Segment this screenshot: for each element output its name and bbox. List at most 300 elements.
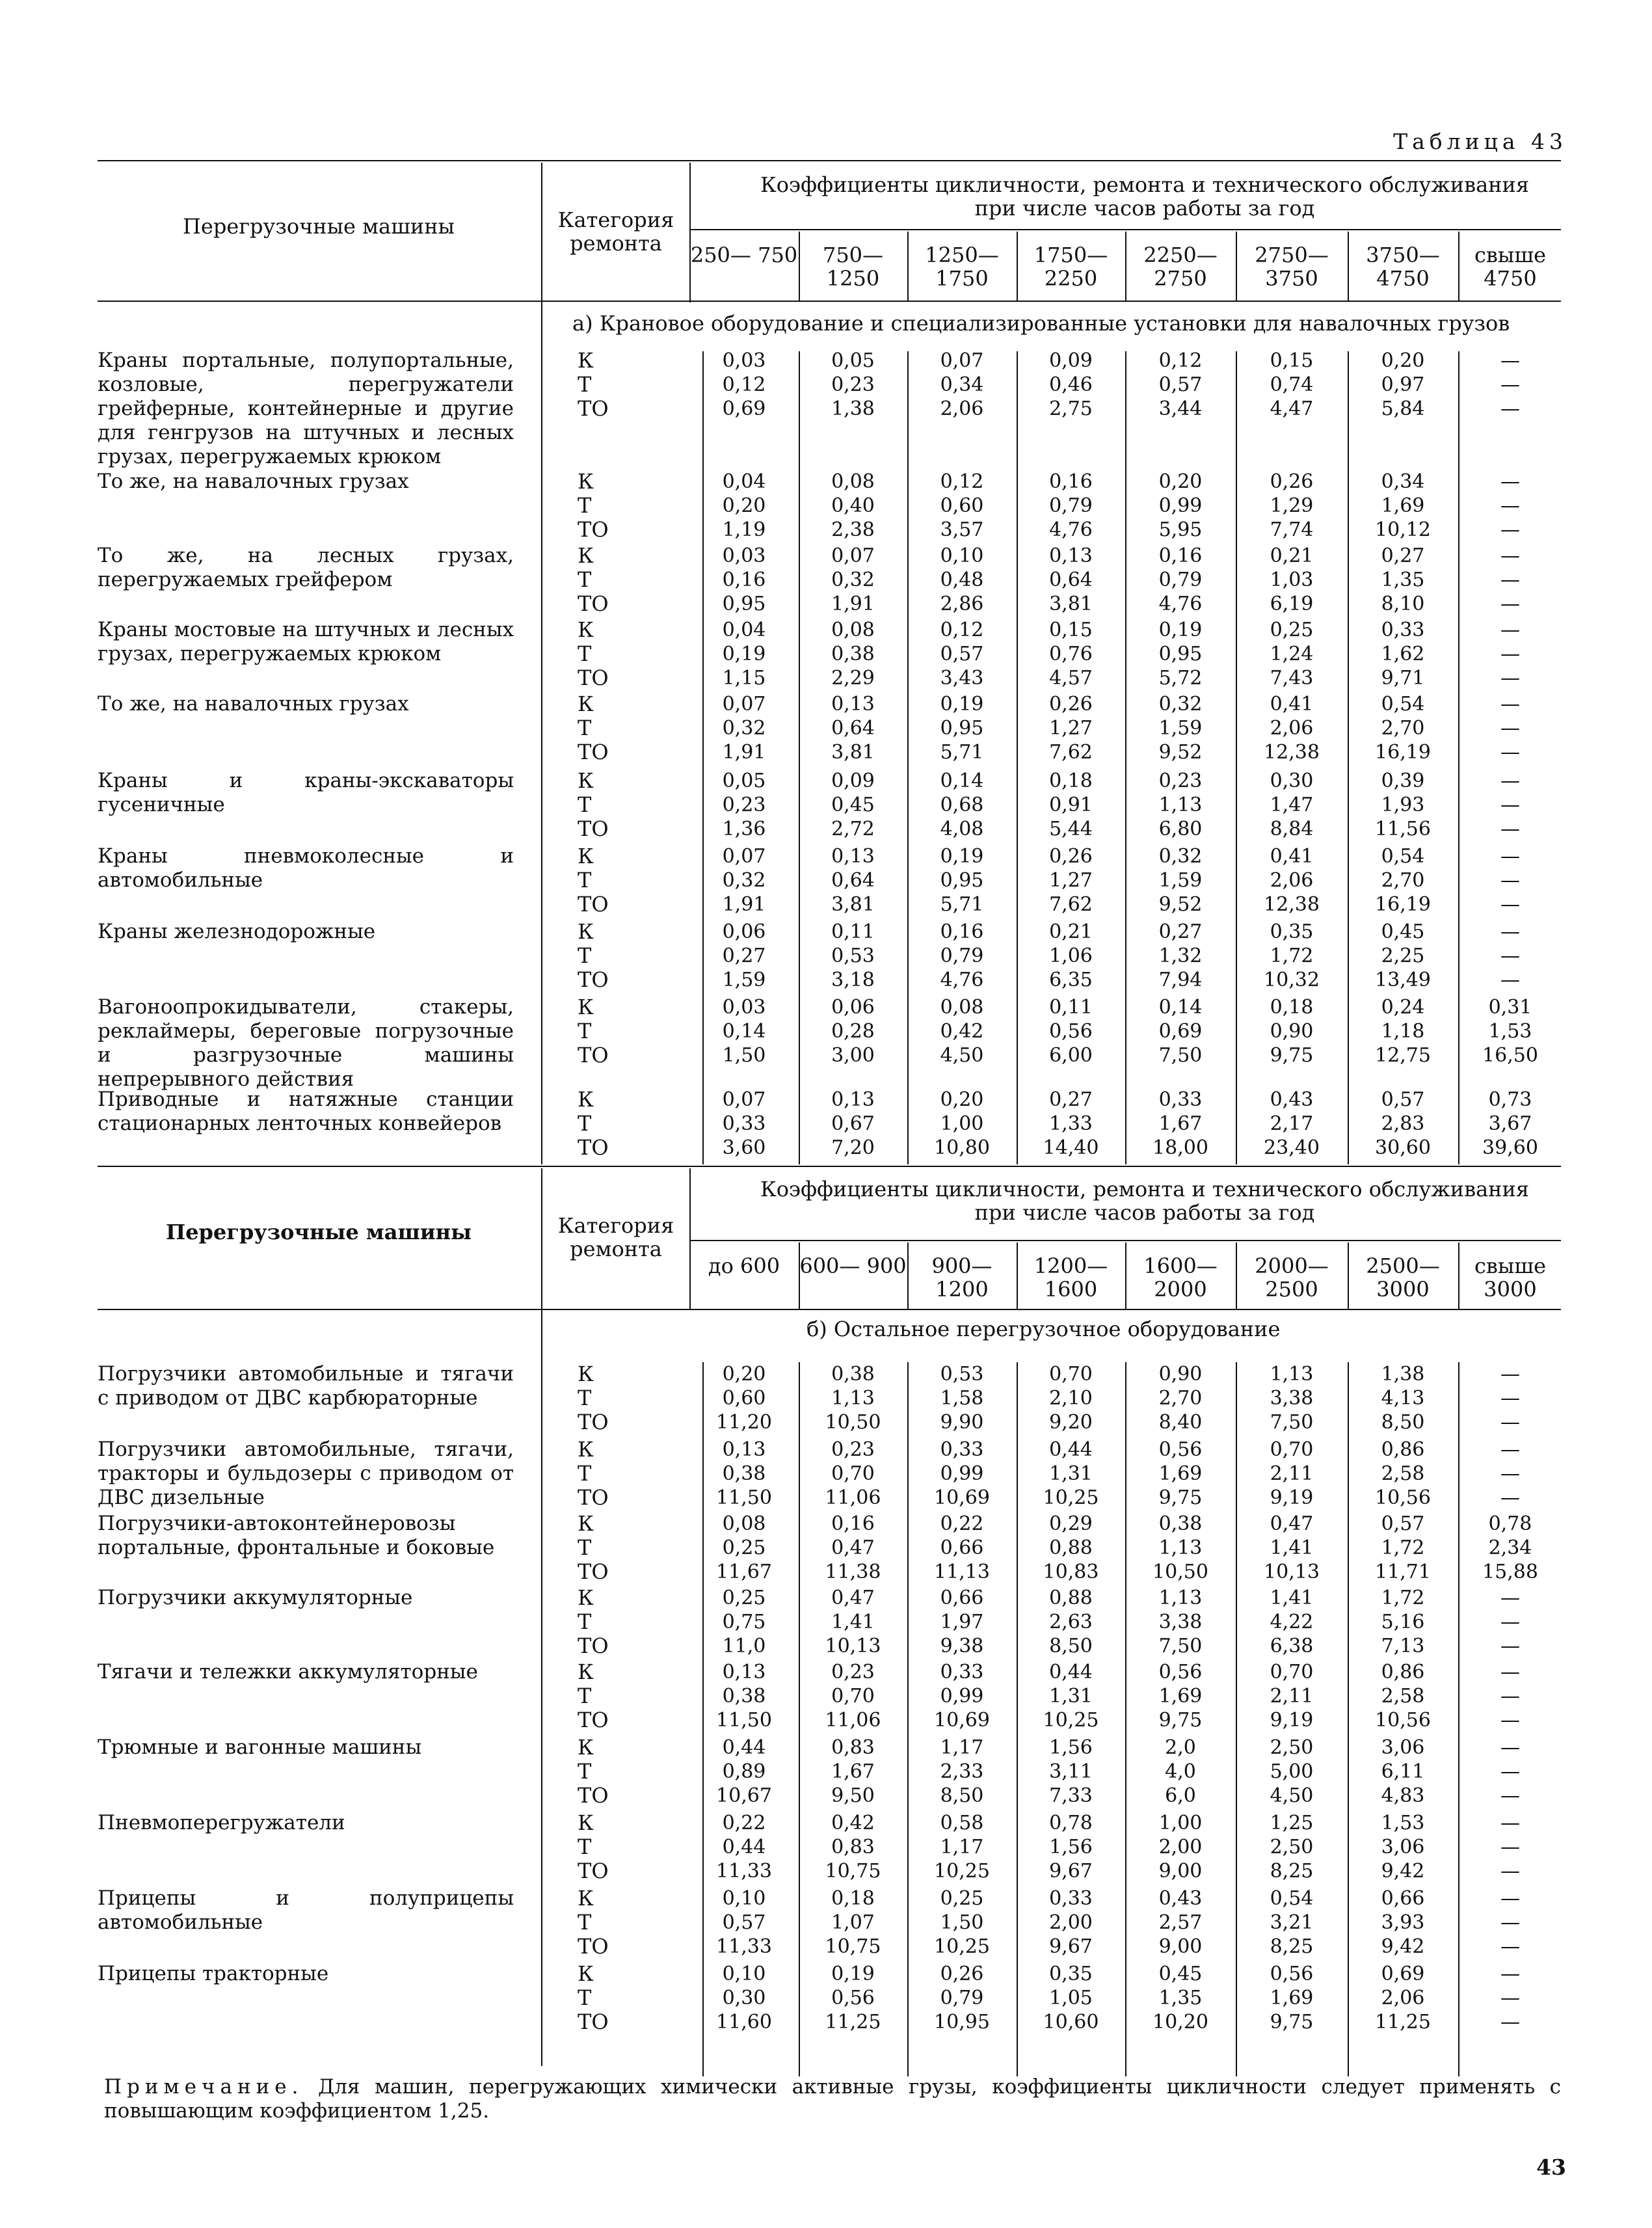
table-a-cell: 1,91: [831, 593, 875, 615]
table-a-cell: 1,50: [722, 1044, 766, 1067]
table-a-cell: 18,00: [1152, 1136, 1208, 1159]
table-b-row-5-category: Т: [578, 1684, 592, 1708]
table-b-cell: 9,42: [1381, 1860, 1425, 1883]
header-a-range-4: 1750— 2250: [1033, 243, 1108, 291]
header-b-range-2: 600— 900: [799, 1254, 907, 1278]
table-b-row-4-name: Погрузчики аккумуляторные: [98, 1586, 413, 1609]
table-a-header-bottom-rule: [98, 301, 1561, 302]
table-a-cell: 0,46: [1049, 373, 1093, 396]
table-a-cell: 1,47: [1270, 794, 1314, 816]
table-b-cell: 9,67: [1049, 1860, 1093, 1883]
table-a-cell: 0,23: [1158, 770, 1203, 792]
table-b-cell: 9,75: [1158, 1709, 1203, 1732]
table-b-cell: 3,93: [1381, 1911, 1425, 1934]
table-b-body-column-separator: [1236, 1362, 1237, 2076]
header-b-range-3: 900— 1200: [931, 1254, 993, 1302]
table-b-row-1-category: К: [578, 1362, 594, 1386]
table-b-cell: 0,57: [1381, 1512, 1425, 1535]
table-a-cell: 4,47: [1270, 397, 1314, 420]
table-b-cell: 3,38: [1158, 1611, 1203, 1633]
table-b-cell: 0,66: [940, 1537, 984, 1559]
table-b-cell: 10,25: [1043, 1486, 1099, 1509]
table-b-cell: 10,95: [934, 2011, 990, 2033]
table-a-cell: 2,06: [1270, 717, 1314, 740]
table-a-cell: 4,50: [940, 1044, 984, 1067]
table-b-cell: 2,63: [1049, 1611, 1093, 1633]
table-a-row-1-category: ТО: [578, 396, 609, 421]
table-b-row-9-category: ТО: [578, 2009, 609, 2034]
table-a-cell: 7,43: [1270, 667, 1314, 690]
table-b-cell: 8,50: [940, 1784, 984, 1807]
table-b-cell: 5,00: [1270, 1760, 1314, 1783]
header-a-category: Категория ремонта: [557, 208, 674, 256]
table-b-cell: 0,10: [722, 1887, 766, 1910]
table-a-row-3-category: К: [578, 543, 594, 568]
table-a-row-6-name: Краны и краны-экскаваторы гусеничные: [98, 769, 514, 816]
table-b-row-3-name: Погрузчики-автоконтейнеровозы портальные, фронтальные и боковые: [98, 1512, 495, 1559]
table-a-cell: 0,13: [831, 845, 875, 868]
table-a-row-2-category: К: [578, 469, 594, 494]
table-b-cell: 2,34: [1488, 1537, 1532, 1559]
table-b-cell: 6,38: [1270, 1635, 1314, 1658]
table-a-cell: 0,07: [722, 845, 766, 868]
table-b-cell: 7,13: [1381, 1635, 1425, 1658]
header-b-machines: Перегрузочные машины: [165, 1220, 472, 1244]
table-a-cell: 2,75: [1049, 397, 1093, 420]
table-a-cell: 0,11: [1049, 996, 1093, 1019]
table-a-cell: 0,95: [940, 869, 984, 892]
table-a-cell: 0,38: [831, 643, 875, 665]
table-a-cell: —: [1500, 667, 1520, 690]
table-b-cell: 1,67: [831, 1760, 875, 1783]
table-caption: Таблица 43: [1393, 129, 1567, 154]
table-a-cell: 0,68: [940, 794, 984, 816]
table-b-cell: 0,30: [722, 1987, 766, 2009]
table-a-cell: 5,72: [1158, 667, 1203, 690]
table-a-cell: 13,49: [1375, 969, 1431, 991]
table-b-cell: 9,42: [1381, 1935, 1425, 1958]
table-b-cell: 7,50: [1270, 1411, 1314, 1434]
table-b-cell: —: [1500, 1963, 1520, 1985]
table-a-cell: 6,80: [1158, 818, 1203, 840]
table-b-cell: 10,13: [825, 1635, 881, 1658]
table-b-cell: 0,99: [940, 1462, 984, 1485]
table-a-cell: 0,32: [722, 869, 766, 892]
table-b-range-divider: [799, 1242, 800, 1309]
table-b-row-5-category: ТО: [578, 1708, 609, 1732]
table-b-cell: 0,44: [1049, 1438, 1093, 1461]
table-b-cell: 9,20: [1049, 1411, 1093, 1434]
table-a-cell: 0,97: [1381, 373, 1425, 396]
table-a-cell: 39,60: [1482, 1136, 1538, 1159]
table-b-cell: 0,54: [1270, 1887, 1314, 1910]
table-b-cell: 11,38: [825, 1561, 881, 1583]
section-b-title: б) Остальное перегрузочное оборудование: [806, 1317, 1281, 1341]
table-a-cell: 7,62: [1049, 741, 1093, 764]
table-a-cell: 0,09: [831, 770, 875, 792]
table-b-cell: 0,19: [831, 1963, 875, 1985]
table-b-cell: 8,40: [1158, 1411, 1203, 1434]
table-b-row-6-category: Т: [578, 1759, 592, 1784]
table-a-cell: 0,12: [722, 373, 766, 396]
table-b-range-divider: [1236, 1242, 1237, 1309]
table-b-cell: —: [1500, 1812, 1520, 1834]
table-b-cell: 9,19: [1270, 1709, 1314, 1732]
table-b-cell: 0,79: [940, 1987, 984, 2009]
table-b-body-column-separator: [799, 1362, 800, 2076]
table-b-cell: 1,07: [831, 1911, 875, 1934]
table-b-cell: 2,33: [940, 1760, 984, 1783]
table-b-cell: 0,38: [1158, 1512, 1203, 1535]
table-a-cell: 0,08: [940, 996, 984, 1019]
table-b-cell: 0,86: [1381, 1661, 1425, 1684]
table-b-cell: 11,25: [825, 2011, 881, 2033]
table-b-cell: 0,26: [940, 1963, 984, 1985]
table-b-cell: 0,60: [722, 1387, 766, 1410]
table-b-row-4-category: ТО: [578, 1633, 609, 1658]
table-b-cell: 0,20: [722, 1363, 766, 1386]
table-b-cell: 0,88: [1049, 1537, 1093, 1559]
table-b-cell: 0,38: [831, 1363, 875, 1386]
table-a-cell: 2,70: [1381, 869, 1425, 892]
table-a-cell: 0,54: [1381, 845, 1425, 868]
table-b-cell: 7,50: [1158, 1635, 1203, 1658]
table-b-cell: 0,66: [940, 1587, 984, 1609]
table-a-cell: 3,57: [940, 518, 984, 541]
table-a-row-9-category: ТО: [578, 1043, 609, 1067]
table-b-cell: 1,05: [1049, 1987, 1093, 2009]
table-a-cell: 0,79: [1158, 569, 1203, 591]
table-b-cell: 7,33: [1049, 1784, 1093, 1807]
table-b-row-3-category: К: [578, 1511, 594, 1536]
table-a-cell: 0,74: [1270, 373, 1314, 396]
table-b-cell: 1,69: [1158, 1685, 1203, 1708]
table-b-cell: —: [1500, 1661, 1520, 1684]
table-a-row-4-name: Краны мостовые на штучных и лесных грузах, перегружаемых крюком: [98, 618, 514, 665]
table-b-cell: 1,41: [831, 1611, 875, 1633]
table-a-range-divider: [1458, 232, 1459, 301]
table-b-cell: 0,66: [1381, 1887, 1425, 1910]
table-b-cell: —: [1500, 1587, 1520, 1609]
table-b-row-6-name: Трюмные и вагонные машины: [98, 1736, 422, 1759]
table-a-cell: 2,83: [1381, 1112, 1425, 1135]
table-b-row-1-category: Т: [578, 1386, 592, 1410]
table-a-cell: —: [1500, 470, 1520, 493]
table-a-row-1-category: К: [578, 348, 594, 373]
header-b-coef-title: Коэффициенты цикличности, ремонта и технического обслуживания при числе часов работы за год: [760, 1177, 1529, 1225]
table-a-cell: 1,27: [1049, 869, 1093, 892]
table-a-cell: 0,16: [940, 920, 984, 943]
table-a-row-6-category: ТО: [578, 816, 609, 841]
table-b-cell: 0,44: [1049, 1661, 1093, 1684]
table-a-cell: 6,35: [1049, 969, 1093, 991]
table-a-cell: —: [1500, 770, 1520, 792]
table-a-cell: 16,19: [1375, 741, 1431, 764]
table-a-cell: 0,73: [1488, 1088, 1532, 1111]
table-a-row-5-name: То же, на навалочных грузах: [98, 692, 409, 716]
table-a-cell: 4,76: [1158, 593, 1203, 615]
table-a-cell: 0,32: [722, 717, 766, 740]
table-b-row-8-category: К: [578, 1886, 594, 1911]
table-a-cell: 0,39: [1381, 770, 1425, 792]
table-b-cell: 0,16: [831, 1512, 875, 1535]
table-a-cell: 9,52: [1158, 893, 1203, 916]
table-b-cell: 0,47: [1270, 1512, 1314, 1535]
table-b-cell: —: [1500, 1784, 1520, 1807]
table-a-row-4-category: ТО: [578, 665, 609, 690]
table-a-cell: 0,64: [831, 869, 875, 892]
table-a-cell: 2,72: [831, 818, 875, 840]
table-a-row-5-category: К: [578, 691, 594, 716]
table-b-cell: 0,99: [940, 1685, 984, 1708]
table-a-cell: 0,67: [831, 1112, 875, 1135]
table-a-cell: 10,80: [934, 1136, 990, 1159]
header-b-range-7: 2500— 3000: [1366, 1254, 1440, 1302]
table-b-cell: 1,97: [940, 1611, 984, 1633]
table-a-cell: 2,25: [1381, 945, 1425, 967]
table-a-cell: 0,27: [1158, 920, 1203, 943]
table-b-row-3-category: ТО: [578, 1559, 609, 1584]
table-b-cell: 0,29: [1049, 1512, 1093, 1535]
table-a-cell: 10,12: [1375, 518, 1431, 541]
table-a-cell: 0,64: [831, 717, 875, 740]
table-b-cell: 0,38: [722, 1685, 766, 1708]
table-b-cell: 0,78: [1049, 1812, 1093, 1834]
table-a-cell: 0,13: [1049, 544, 1093, 567]
table-b-cell: —: [1500, 1363, 1520, 1386]
table-b-cell: 1,00: [1158, 1812, 1203, 1834]
table-b-cell: 3,06: [1381, 1836, 1425, 1859]
table-a-cell: 1,62: [1381, 643, 1425, 665]
table-b-row-9-name: Прицепы тракторные: [98, 1962, 329, 1985]
table-a-cell: 1,33: [1049, 1112, 1093, 1135]
table-a-cell: 0,76: [1049, 643, 1093, 665]
table-a-cell: —: [1500, 818, 1520, 840]
table-a-cell: 0,03: [722, 996, 766, 1019]
table-b-cell: 4,83: [1381, 1784, 1425, 1807]
table-b-cell: 5,16: [1381, 1611, 1425, 1633]
table-b-row-7-category: К: [578, 1810, 594, 1835]
table-a-cell: 0,42: [940, 1020, 984, 1043]
table-a-cell: 12,38: [1264, 741, 1320, 764]
table-b-top-rule: [98, 1166, 1561, 1167]
table-b-cell: 8,50: [1049, 1635, 1093, 1658]
table-a-body-column-separator: [1125, 351, 1126, 1164]
table-b-cell: 15,88: [1482, 1561, 1538, 1583]
table-b-cell: 0,25: [940, 1887, 984, 1910]
table-a-row-1-category: Т: [578, 372, 592, 397]
table-a-cell: 0,05: [831, 349, 875, 372]
table-a-cell: 3,81: [831, 893, 875, 916]
table-a-row-9-name: Вагоноопрокидыватели, стакеры, реклаймеры, береговые погрузочные и разгрузочные машины непрерывного действия: [98, 995, 514, 1091]
table-a-cell: 0,08: [831, 619, 875, 641]
table-b-cell: 10,69: [934, 1709, 990, 1732]
table-b-cell: 0,83: [831, 1736, 875, 1759]
table-b-row-3-category: Т: [578, 1535, 592, 1560]
table-b-row-6-category: К: [578, 1735, 594, 1760]
table-a-cell: —: [1500, 893, 1520, 916]
table-b-cell: 10,13: [1264, 1561, 1320, 1583]
table-a-cell: —: [1500, 397, 1520, 420]
table-a-cell: 0,23: [831, 373, 875, 396]
table-b-cell: 8,25: [1270, 1860, 1314, 1883]
table-b-cell: 0,18: [831, 1887, 875, 1910]
table-a-cell: 9,52: [1158, 741, 1203, 764]
table-a-cell: 1,27: [1049, 717, 1093, 740]
table-a-cell: 1,03: [1270, 569, 1314, 591]
table-a-cell: 0,57: [1158, 373, 1203, 396]
table-a-cell: —: [1500, 494, 1520, 517]
table-b-cell: 0,70: [1270, 1661, 1314, 1684]
table-a-cell: 1,53: [1488, 1020, 1532, 1043]
table-b-cell: 1,35: [1158, 1987, 1203, 2009]
table-a-cell: 1,91: [722, 741, 766, 764]
table-a-cell: 0,26: [1049, 693, 1093, 716]
table-b-cell: —: [1500, 1987, 1520, 2009]
table-a-range-divider: [1348, 232, 1349, 301]
table-b-cell: 10,50: [825, 1411, 881, 1434]
table-a-cell: 0,05: [722, 770, 766, 792]
table-a-cell: 1,38: [831, 397, 875, 420]
table-a-cell: 0,64: [1049, 569, 1093, 591]
table-b-cell: —: [1500, 1887, 1520, 1910]
table-b-range-divider: [1348, 1242, 1349, 1309]
table-a-cell: 5,95: [1158, 518, 1203, 541]
table-b-body-column-separator: [1348, 1362, 1349, 2076]
table-a-cell: 0,69: [1158, 1020, 1203, 1043]
table-b-cell: 0,23: [831, 1438, 875, 1461]
table-b-cell: 9,00: [1158, 1935, 1203, 1958]
table-a-cell: 0,56: [1049, 1020, 1093, 1043]
table-a-row-4-category: К: [578, 617, 594, 642]
table-a-cell: 0,79: [1049, 494, 1093, 517]
table-b-cell: 2,50: [1270, 1736, 1314, 1759]
table-a-cell: 0,16: [722, 569, 766, 591]
table-b-row-4-category: Т: [578, 1609, 592, 1634]
table-b-cell: 2,0: [1165, 1736, 1196, 1759]
table-a-row-2-category: Т: [578, 493, 592, 518]
table-a-cell: 1,67: [1158, 1112, 1203, 1135]
header-b-range-8: свыше 3000: [1474, 1254, 1547, 1302]
table-b-cell: 0,44: [722, 1836, 766, 1859]
table-a-body-column-separator: [1348, 351, 1349, 1164]
table-a-cell: 4,57: [1049, 667, 1093, 690]
table-a-cell: —: [1500, 693, 1520, 716]
table-a-cell: 3,81: [1049, 593, 1093, 615]
table-b-header-mid-rule: [689, 1240, 1561, 1241]
table-b-cell: 0,47: [831, 1587, 875, 1609]
table-b-cell: 9,75: [1158, 1486, 1203, 1509]
table-b-cell: 0,70: [1270, 1438, 1314, 1461]
table-a-range-divider: [1236, 232, 1237, 301]
table-b-cell: 9,75: [1270, 2011, 1314, 2033]
table-a-cell: 0,32: [1158, 693, 1203, 716]
header-a-range-3: 1250— 1750: [925, 243, 999, 291]
table-b-cell: 8,50: [1381, 1411, 1425, 1434]
table-b-body-first-column-separator: [702, 1362, 704, 2076]
table-a-cell: 1,59: [722, 969, 766, 991]
table-a-cell: 0,27: [722, 945, 766, 967]
table-a-cell: 0,24: [1381, 996, 1425, 1019]
table-b-cell: 1,69: [1270, 1987, 1314, 2009]
table-a-cell: —: [1500, 373, 1520, 396]
table-a-cell: 0,35: [1270, 920, 1314, 943]
table-a-cell: 3,43: [940, 667, 984, 690]
table-a-cell: 16,19: [1375, 893, 1431, 916]
table-a-row-7-category: Т: [578, 868, 592, 893]
table-a-cell: —: [1500, 569, 1520, 591]
table-b-cell: 4,22: [1270, 1611, 1314, 1633]
table-b-cell: 10,69: [934, 1486, 990, 1509]
table-b-row-2-category: Т: [578, 1461, 592, 1486]
table-a-cell: 0,12: [940, 470, 984, 493]
table-a-row-3-name: То же, на лесных грузах, перегружаемых грейфером: [98, 544, 514, 591]
table-b-header-bottom-rule: [98, 1309, 1561, 1310]
table-b-cell: 0,78: [1488, 1512, 1532, 1535]
table-a-cell: 1,00: [940, 1112, 984, 1135]
header-a-coef-title: Коэффициенты цикличности, ремонта и технического обслуживания при числе часов работы за год: [760, 172, 1529, 221]
table-b-cell: 10,20: [1152, 2011, 1208, 2033]
table-b-cell: 0,33: [940, 1438, 984, 1461]
table-b-row-1-name: Погрузчики автомобильные и тягачи с приводом от ДВС карбюраторные: [98, 1362, 514, 1410]
table-a-row-3-category: ТО: [578, 591, 609, 616]
table-a-cell: 3,18: [831, 969, 875, 991]
note-text: Для машин, перегружающих химически активные грузы, коэффициенты цикличности следует применять с повышающим коэффициентом 1,25.: [104, 2075, 1561, 2123]
table-a-row-5-category: ТО: [578, 740, 609, 764]
table-a-body-column-separator: [799, 351, 800, 1164]
table-a-cell: 2,70: [1381, 717, 1425, 740]
table-b-cell: 0,42: [831, 1812, 875, 1834]
table-b-cell: 0,38: [722, 1462, 766, 1485]
table-b-cell: 11,13: [934, 1561, 990, 1583]
table-b-cell: 0,56: [1158, 1661, 1203, 1684]
table-b-cell: 1,58: [940, 1387, 984, 1410]
table-a-row-8-name: Краны железнодорожные: [98, 920, 376, 943]
table-b-row-2-category: К: [578, 1437, 594, 1462]
table-a-header-mid-rule: [689, 229, 1561, 230]
table-a-cell: —: [1500, 869, 1520, 892]
table-b-cell: 9,50: [831, 1784, 875, 1807]
table-b-cell: 0,44: [722, 1736, 766, 1759]
table-b-cell: 11,60: [716, 2011, 772, 2033]
table-a-cell: 11,56: [1375, 818, 1431, 840]
table-b-cell: —: [1500, 1611, 1520, 1633]
table-b-cell: 0,56: [1158, 1438, 1203, 1461]
table-a-row-7-name: Краны пневмоколесные и автомобильные: [98, 844, 514, 892]
table-b-cell: 0,69: [1381, 1963, 1425, 1985]
table-a-cell: 4,76: [940, 969, 984, 991]
table-a-cell: 0,14: [722, 1020, 766, 1043]
table-a-row-8-category: Т: [578, 943, 592, 968]
table-a-row-7-category: К: [578, 844, 594, 868]
table-a-cell: 0,34: [1381, 470, 1425, 493]
table-a-row-9-category: К: [578, 995, 594, 1019]
table-b-row-5-name: Тягачи и тележки аккумуляторные: [98, 1660, 478, 1684]
table-a-row-9-category: Т: [578, 1019, 592, 1043]
table-a-cell: 7,74: [1270, 518, 1314, 541]
table-a-body-column-separator: [1236, 351, 1237, 1164]
table-a-cell: 0,23: [722, 794, 766, 816]
table-a-row-8-category: ТО: [578, 967, 609, 992]
table-a-cell: 1,13: [1158, 794, 1203, 816]
table-a-cell: 7,62: [1049, 893, 1093, 916]
table-a-cell: —: [1500, 349, 1520, 372]
table-b-cell: 0,45: [1158, 1963, 1203, 1985]
table-a-cell: 0,18: [1049, 770, 1093, 792]
table-b-category-divider: [541, 1168, 542, 2066]
table-a-cell: 0,06: [831, 996, 875, 1019]
table-a-cell: 0,53: [831, 945, 875, 967]
